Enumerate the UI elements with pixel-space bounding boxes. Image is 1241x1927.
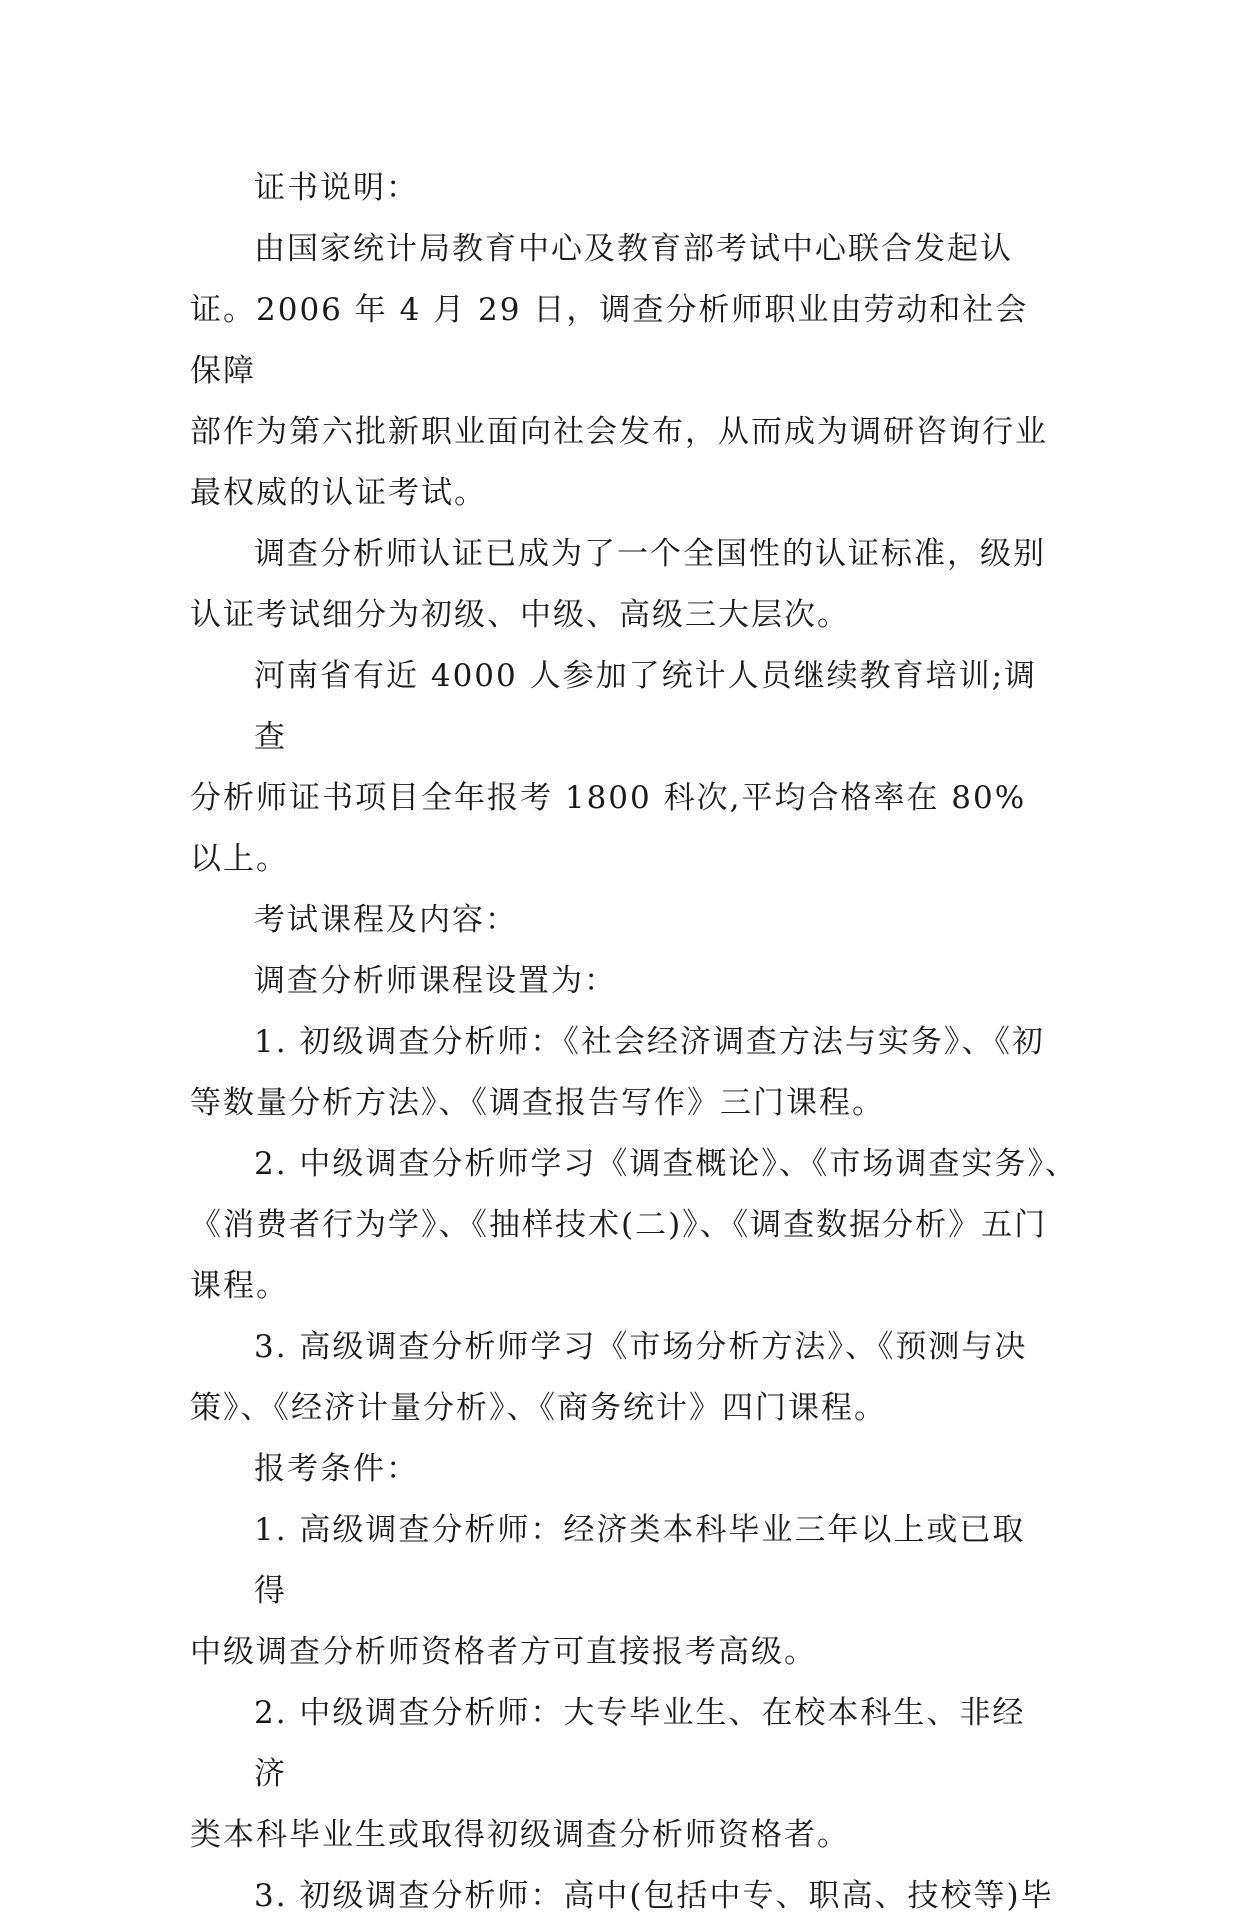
list-item-line: 3. 初级调查分析师：高中(包括中专、职高、技校等)毕	[254, 1878, 1054, 1914]
paragraph-line: 调查分析师认证已成为了一个全国性的认证标准，级别	[254, 536, 1046, 572]
list-item-line: 1. 高级调查分析师：经济类本科毕业三年以上或已取得	[254, 1512, 1026, 1609]
paragraph-line: 认证考试细分为初级、中级、高级三大层次。	[190, 597, 850, 633]
list-item-line: 2. 中级调查分析师：大专毕业生、在校本科生、非经济	[254, 1695, 1026, 1792]
list-item-line: 2. 中级调查分析师学习《调查概论》、《市场调查实务》、	[254, 1146, 1078, 1182]
paragraph-line: 调查分析师课程设置为：	[254, 963, 617, 999]
section-heading-courses: 考试课程及内容：	[254, 902, 518, 938]
paragraph-line: 证。2006 年 4 月 29 日，调查分析师职业由劳动和社会保障	[190, 292, 1029, 389]
paragraph-line: 分析师证书项目全年报考 1800 科次,平均合格率在 80%以上。	[190, 780, 1027, 877]
list-item-line: 《消费者行为学》、《抽样技术(二)》、《调查数据分析》五门	[190, 1207, 1048, 1243]
paragraph-line: 河南省有近 4000 人参加了统计人员继续教育培训;调查	[254, 658, 1038, 755]
paragraph-line: 由国家统计局教育中心及教育部考试中心联合发起认	[254, 231, 1013, 267]
paragraph-line: 最权威的认证考试。	[190, 475, 487, 511]
list-item-line: 中级调查分析师资格者方可直接报考高级。	[190, 1634, 817, 1670]
list-item-line: 等数量分析方法》、《调查报告写作》三门课程。	[190, 1085, 885, 1121]
list-item-line: 1. 初级调查分析师：《社会经济调查方法与实务》、《初	[254, 1024, 1045, 1060]
list-item-line: 类本科毕业生或取得初级调查分析师资格者。	[190, 1817, 850, 1853]
paragraph-line: 部作为第六批新职业面向社会发布，从而成为调研咨询行业	[190, 414, 1048, 450]
list-item-line: 3. 高级调查分析师学习《市场分析方法》、《预测与决	[254, 1329, 1028, 1365]
list-item-line: 策》、《经济计量分析》、《商务统计》四门课程。	[190, 1390, 887, 1426]
document-body	[190, 158, 1078, 1927]
section-heading-requirements: 报考条件：	[254, 1451, 419, 1487]
list-item-line: 课程。	[190, 1268, 289, 1304]
section-heading-certificate: 证书说明：	[254, 170, 419, 206]
